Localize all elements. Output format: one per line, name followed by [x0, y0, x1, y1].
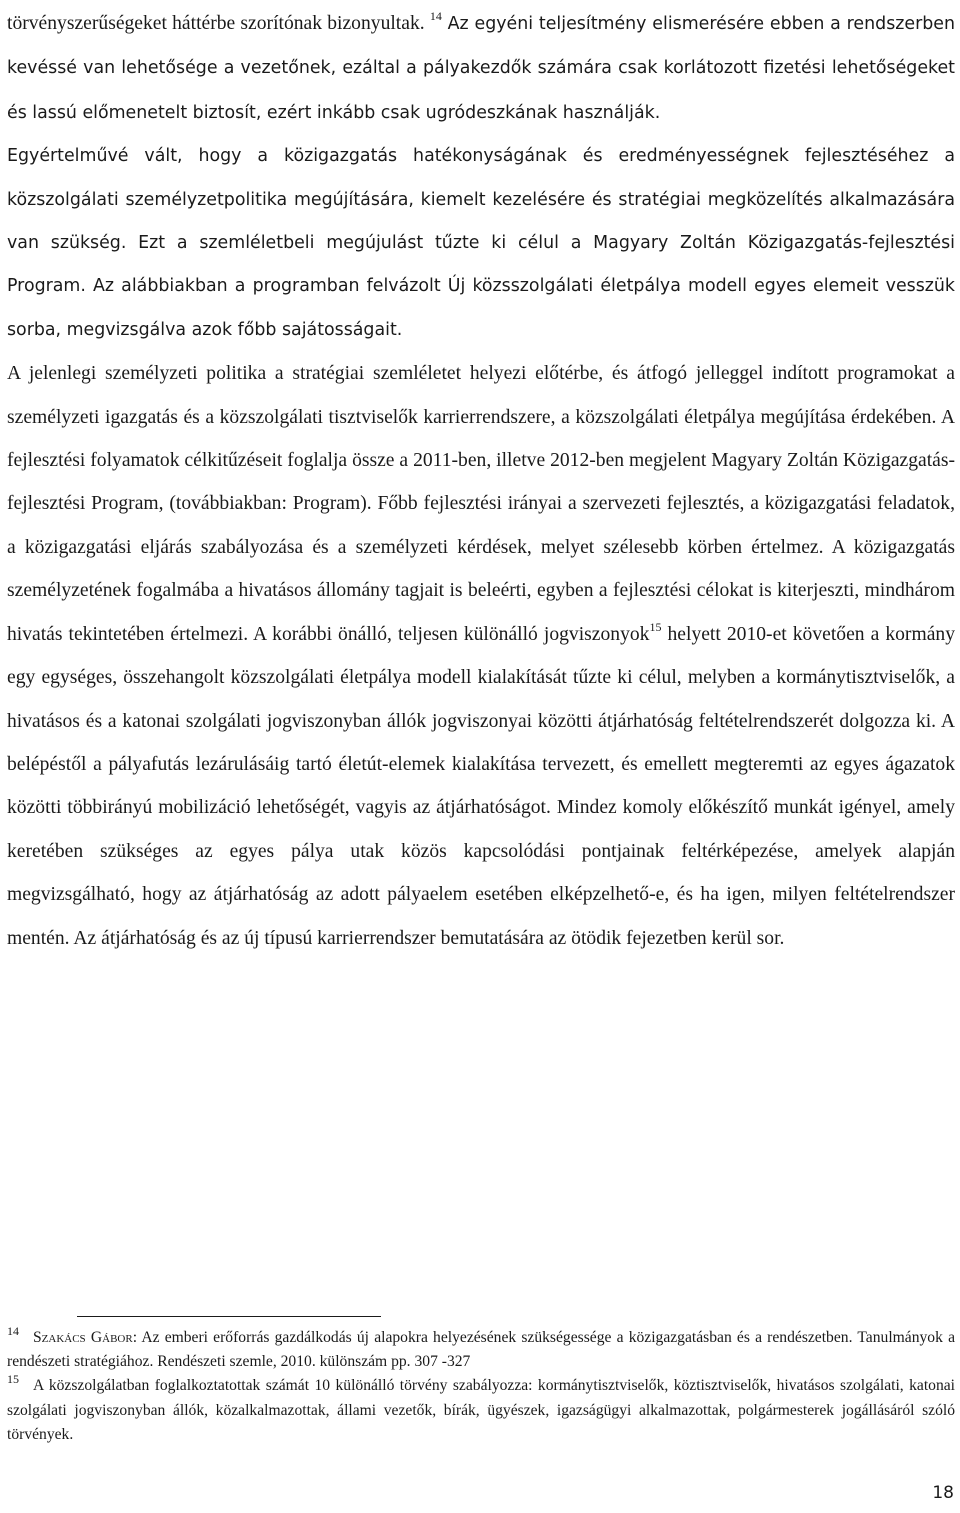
footnote-separator	[77, 1316, 381, 1317]
paragraph-2-text: Egyértelművé vált, hogy a közigazgatás hatékonyságának és eredményességnek fejlesztéséhez a közszolgálati személyzetpolitika megújítására, kiemelt kezelésére és stratégiai megközelítés alkalmazására van szükség. Ezt a szemléletbeli megújulást tűzte ki célul a Magyary Zoltán Közigazgatás-fejlesztési Program. Az alábbiakban a programban felvázolt Új közsszolgálati életpálya modell egyes elemeit vesszük sorba, megvizsgálva azok főbb sajátosságait.	[7, 146, 955, 340]
footnotes	[7, 1326, 955, 1447]
footnote-14	[7, 1326, 955, 1374]
footnote-text: A közszolgálatban foglalkoztatottak számát 10 különálló törvény szabályozza: kormánytisztviselők, köztisztviselők, hivatásos szolgálati, katonai szolgálati jogviszonyban állók, közalkalmazottak, állami vezetők, bírák, ügyészek, igazságügyi alkalmazottak, polgármesterek jogállásáról szóló törvények.	[7, 1377, 955, 1443]
footnote-text: : Az emberi erőforrás gazdálkodás új alapokra helyezésének szükségessége a közigazgatásban és a rendészetben. Tanulmányok a rendészeti stratégiához. Rendészeti szemle, 2010. különszám pp. 307 -327	[7, 1329, 955, 1371]
footnote-ref-15[interactable]: 15	[649, 619, 662, 634]
paragraph-3	[7, 352, 955, 960]
footnote-number: 15	[7, 1372, 19, 1387]
footnote-number: 14	[7, 1324, 19, 1338]
page-number: 18	[932, 1483, 954, 1503]
footnote-15	[7, 1374, 955, 1447]
paragraph-1-rest: Az egyéni teljesítmény elismerésére ebben a rendszerben kevéssé van lehetősége a vezetőnek, ezáltal a pályakezdők számára csak korlátozott fizetési lehetőségeket és lassú előmenetelt biztosít, ezért inkább csak ugródeszkának használják.	[7, 14, 955, 123]
paragraph-1-lead: törvényszerűségeket háttérbe szorítónak bizonyultak.	[7, 13, 430, 34]
paragraph-3-rest: helyett 2010-et követően a kormány egy egységes, összehangolt közszolgálati életpálya modell kialakítását tűzte ki célul, melyben a kormánytisztviselők, a hivatásos és a katonai szolgálati jogviszonyban állók jogviszonyai közötti átjárhatóság feltételrendszerét dolgozza ki. A belépéstől a pályafutás lezárulásáig tartó életút-elemek kialakítása tervezett, és emellett megteremti az egyes ágazatok közötti többirányú mobilizáció lehetőségét, vagyis az átjárhatóságot. Mindez komoly előkészítő munkát igényel, amely keretében szükséges az egyes pálya utak közös kapcsolódási pontjainak feltérképezése, amelyek alapján megvizsgálható, hogy az átjárhatóság az adott pályaelem esetében elképzelhető-e, és ha igen, milyen feltételrendszer mentén. Az átjárhatóság és az új típusú karrierrendszer bemutatására az ötödik fejezetben kerül sor.	[7, 623, 955, 949]
body-text	[7, 2, 955, 960]
paragraph-1	[7, 2, 955, 135]
paragraph-3-lead: A jelenlegi személyzeti politika a stratégiai szemléletet helyezi előtérbe, és átfogó jelleggel indított programokat a személyzeti igazgatás és a közszolgálati tisztviselők karrierrendszere, a közszolgálati életpálya megújítása érdekében. A fejlesztési folyamatok célkitűzéseit foglalja össze a 2011-ben, illetve 2012-ben megjelent Magyary Zoltán Közigazgatás-fejlesztési Program, (továbbiakban: Program). Főbb fejlesztési irányai a szervezeti fejlesztés, a közigazgatási feladatok, a közigazgatási eljárás szabályozása és a személyzeti kérdések, melyet szélesebb körben értelmez. A közigazgatás személyzetének fogalmába a hivatásos állomány tagjait is beleérti, egyben a fejlesztési célokat is kiterjeszti, mindhárom hivatás tekintetében értelmezi. A korábbi önálló, teljesen különálló jogviszonyok	[7, 363, 955, 645]
footnote-author: Szakács Gábor	[33, 1329, 133, 1346]
footnote-ref-14[interactable]: 14	[429, 9, 442, 23]
paragraph-2	[7, 135, 955, 352]
